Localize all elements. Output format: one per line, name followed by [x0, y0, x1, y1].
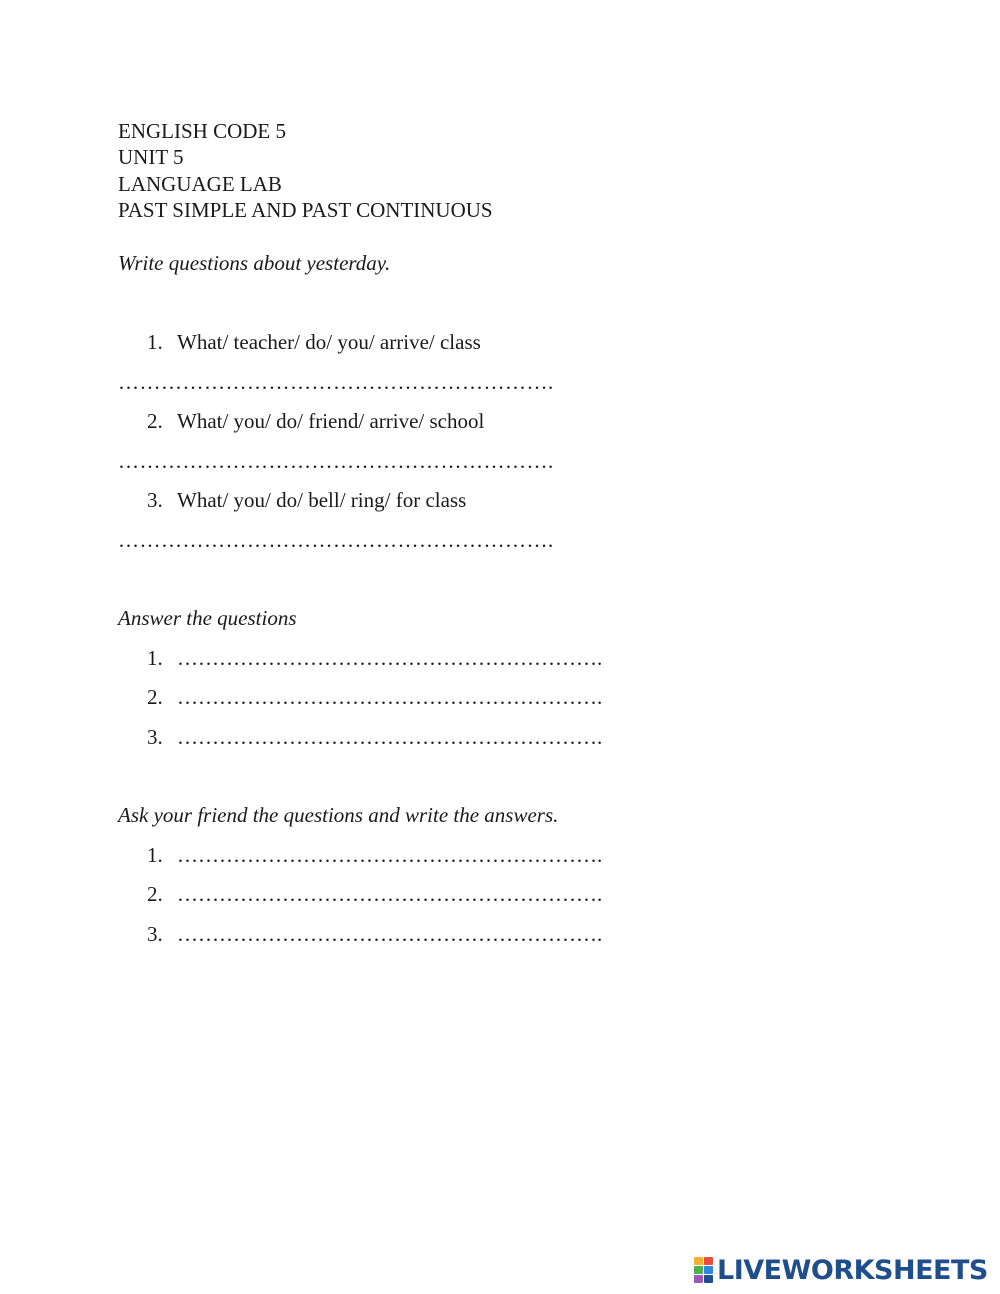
answer-item [147, 684, 602, 710]
course-title: ENGLISH CODE 5 [118, 119, 286, 143]
unit-title: UNIT 5 [118, 145, 184, 169]
item-number: 1. [147, 843, 163, 867]
answer-blank[interactable]: ……………………………………………………. [118, 528, 554, 552]
liveworksheets-logo [694, 1254, 988, 1286]
question-prompt: What/ you/ do/ bell/ ring/ for class [177, 488, 467, 512]
answer-item [147, 921, 602, 947]
logo-blocks-icon [694, 1257, 714, 1283]
answer-blank[interactable]: ……………………………………………………. [177, 922, 603, 946]
answer-blank[interactable]: ……………………………………………………. [118, 370, 554, 394]
instruction-write-questions: Write questions about yesterday. [118, 251, 391, 275]
question-item [147, 329, 481, 355]
item-number: 2. [147, 409, 163, 433]
answer-blank[interactable]: ……………………………………………………. [177, 646, 603, 670]
question-prompt: What/ teacher/ do/ you/ arrive/ class [177, 330, 481, 354]
question-prompt: What/ you/ do/ friend/ arrive/ school [177, 409, 485, 433]
answer-blank[interactable]: ……………………………………………………. [177, 685, 603, 709]
answer-item [147, 645, 602, 671]
item-number: 2. [147, 685, 163, 709]
section-title: LANGUAGE LAB [118, 172, 282, 196]
item-number: 3. [147, 488, 163, 512]
item-number: 1. [147, 330, 163, 354]
topic-title: PAST SIMPLE AND PAST CONTINUOUS [118, 198, 493, 222]
answer-item [147, 724, 602, 750]
question-item [147, 487, 466, 513]
instruction-answer-questions: Answer the questions [118, 606, 297, 630]
item-number: 2. [147, 882, 163, 906]
answer-blank[interactable]: ……………………………………………………. [118, 449, 554, 473]
answer-blank[interactable]: ……………………………………………………. [177, 725, 603, 749]
instruction-ask-friend: Ask your friend the questions and write the answers. [118, 803, 559, 827]
answer-item [147, 881, 602, 907]
question-item [147, 408, 484, 434]
answer-blank[interactable]: ……………………………………………………. [177, 882, 603, 906]
answer-item [147, 842, 602, 868]
item-number: 3. [147, 922, 163, 946]
answer-blank[interactable]: ……………………………………………………. [177, 843, 603, 867]
item-number: 3. [147, 725, 163, 749]
logo-text: LIVEWORKSHEETS [717, 1254, 988, 1286]
item-number: 1. [147, 646, 163, 670]
